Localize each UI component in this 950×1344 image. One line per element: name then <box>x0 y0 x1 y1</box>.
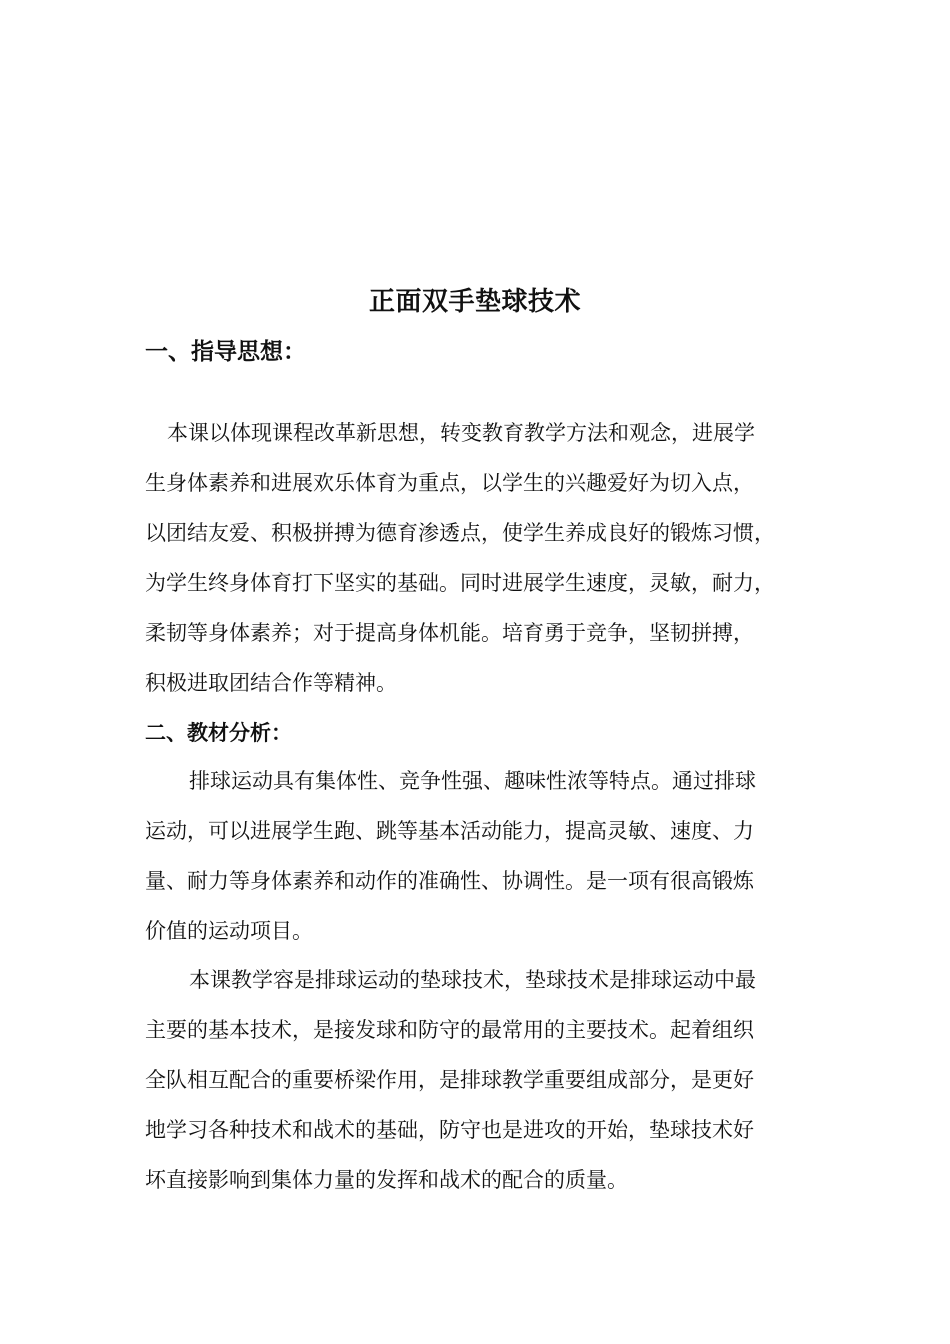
paragraph-line: 柔韧等身体素养；对于提高身体机能。培育勇于竞争，坚韧拼搏， <box>145 621 754 645</box>
paragraph-line: 生身体素养和进展欢乐体育为重点，以学生的兴趣爱好为切入点， <box>145 471 754 495</box>
paragraph-line: 为学生终身体育打下坚实的基础。同时进展学生速度，灵敏，耐力， <box>145 571 775 595</box>
paragraph-line: 全队相互配合的重要桥梁作用，是排球教学重要组成部分，是更好 <box>145 1068 754 1092</box>
paragraph-line: 本课教学容是排球运动的垫球技术，垫球技术是排球运动中最 <box>189 968 756 992</box>
paragraph-line: 运动，可以进展学生跑、跳等基本活动能力，提高灵敏、速度、力 <box>145 819 754 843</box>
paragraph-guiding-ideology <box>145 408 845 708</box>
paragraph-line: 地学习各种技术和战术的基础，防守也是进攻的开始，垫球技术好 <box>145 1118 754 1142</box>
paragraph-line: 积极进取团结合作等精神。 <box>145 671 397 695</box>
section-heading-guiding-ideology: 一、指导思想： <box>145 339 306 365</box>
paragraph-line: 以团结友爱、积极拼搏为德育渗透点，使学生养成良好的锻炼习惯， <box>145 521 775 545</box>
paragraph-line: 本课以体现课程改革新思想，转变教育教学方法和观念，进展学 <box>167 421 755 445</box>
paragraph-line: 量、耐力等身体素养和动作的准确性、协调性。是一项有很高锻炼 <box>145 869 754 893</box>
paragraph-material-analysis-2 <box>145 955 845 1205</box>
paragraph-line: 坏直接影响到集体力量的发挥和战术的配合的质量。 <box>145 1168 628 1192</box>
paragraph-line: 主要的基本技术，是接发球和防守的最常用的主要技术。起着组织 <box>145 1018 754 1042</box>
paragraph-line: 价值的运动项目。 <box>145 919 313 943</box>
paragraph-material-analysis-1 <box>145 756 845 956</box>
paragraph-line: 排球运动具有集体性、竞争性强、趣味性浓等特点。通过排球 <box>189 769 756 793</box>
section-heading-material-analysis: 二、教材分析： <box>145 721 292 745</box>
document-title: 正面双手垫球技术 <box>368 287 581 317</box>
